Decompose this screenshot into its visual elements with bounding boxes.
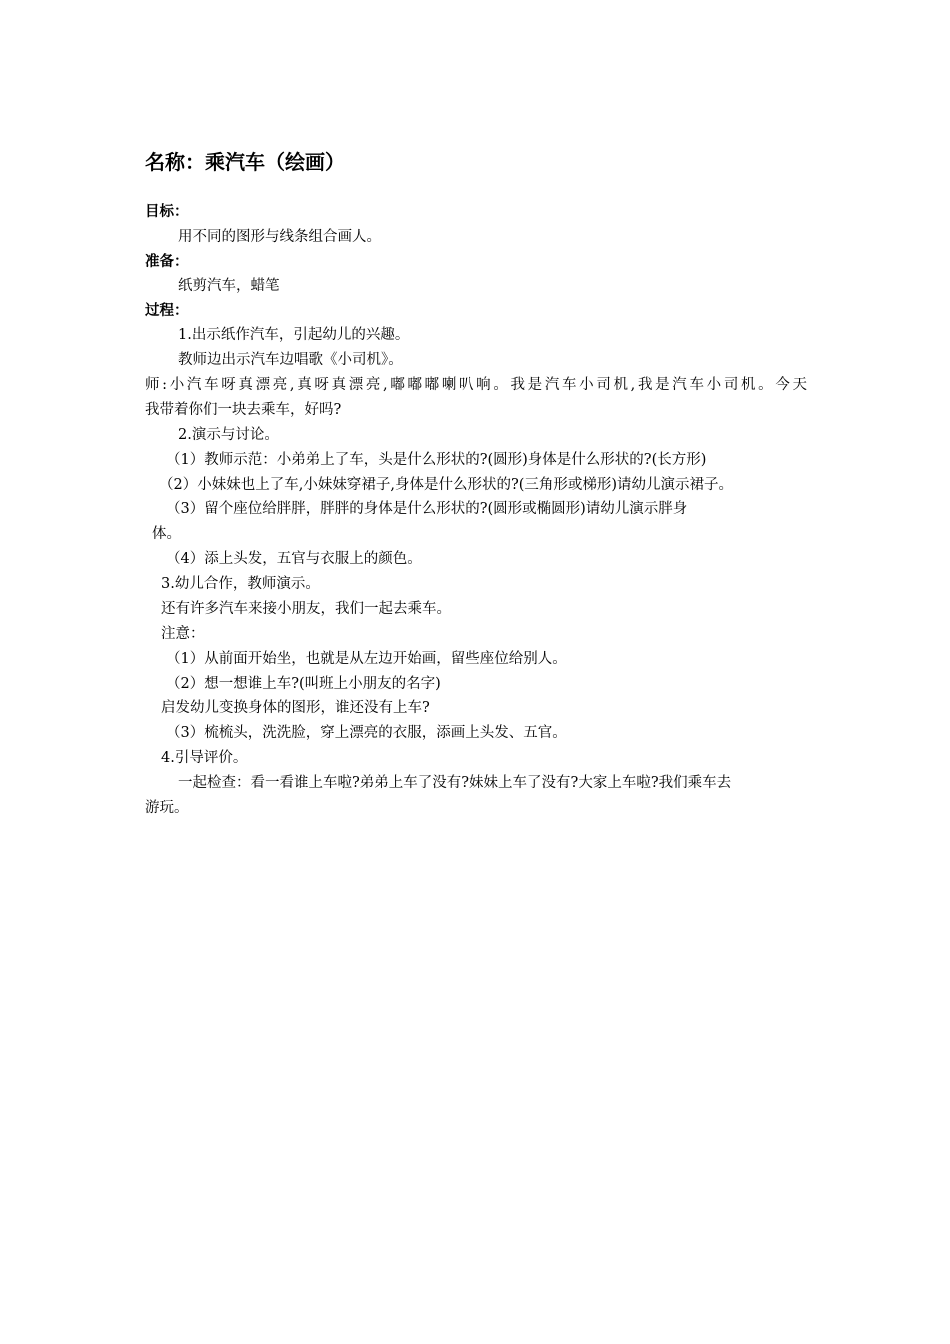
- goal-text: 用不同的图形与线条组合画人。: [178, 229, 381, 245]
- preparation-text: 纸剪汽车，蜡笔: [178, 278, 280, 294]
- preparation-heading: 准备：: [145, 254, 189, 270]
- process-line: 3.幼儿合作，教师演示。: [161, 576, 320, 592]
- process-line: 4.引导评价。: [161, 750, 248, 766]
- process-line: 教师边出示汽车边唱歌《小司机》。: [178, 352, 403, 368]
- process-line: 1.出示纸作汽车，引起幼儿的兴趣。: [178, 327, 410, 343]
- process-line: 2.演示与讨论。: [178, 427, 279, 443]
- process-heading: 过程：: [145, 303, 189, 319]
- process-line: （2）小妹妹也上了车,小妹妹穿裙子,身体是什么形状的?(三角形或梯形)请幼儿演示裙子。: [159, 477, 734, 493]
- process-line: 游玩。: [145, 800, 189, 816]
- process-line: 师:小汽车呀真漂亮,真呀真漂亮,嘟嘟嘟喇叭响。我是汽车小司机,我是汽车小司机。今天: [145, 377, 807, 393]
- process-line: （2）想一想谁上车?(叫班上小朋友的名字): [166, 676, 441, 692]
- document-title: 名称：乘汽车（绘画）: [145, 150, 345, 174]
- process-line: （4）添上头发，五官与衣服上的颜色。: [166, 551, 422, 567]
- process-line: 我带着你们一块去乘车，好吗?: [145, 402, 342, 418]
- process-line: 还有许多汽车来接小朋友，我们一起去乘车。: [161, 601, 451, 617]
- goal-heading: 目标：: [145, 204, 189, 220]
- process-line: （3）梳梳头，洗洗脸，穿上漂亮的衣服，添画上头发、五官。: [166, 725, 567, 741]
- process-line: 注意：: [161, 626, 205, 642]
- process-line: （3）留个座位给胖胖，胖胖的身体是什么形状的?(圆形或椭圆形)请幼儿演示胖身: [166, 501, 688, 517]
- process-line: （1）教师示范：小弟弟上了车，头是什么形状的?(圆形)身体是什么形状的?(长方形): [166, 452, 707, 468]
- process-line: 启发幼儿变换身体的图形，谁还没有上车?: [161, 700, 430, 716]
- process-line: （1）从前面开始坐，也就是从左边开始画，留些座位给别人。: [166, 651, 567, 667]
- process-line: 一起检查：看一看谁上车啦?弟弟上车了没有?妹妹上车了没有?大家上车啦?我们乘车去: [178, 775, 732, 791]
- process-line: 体。: [152, 526, 181, 542]
